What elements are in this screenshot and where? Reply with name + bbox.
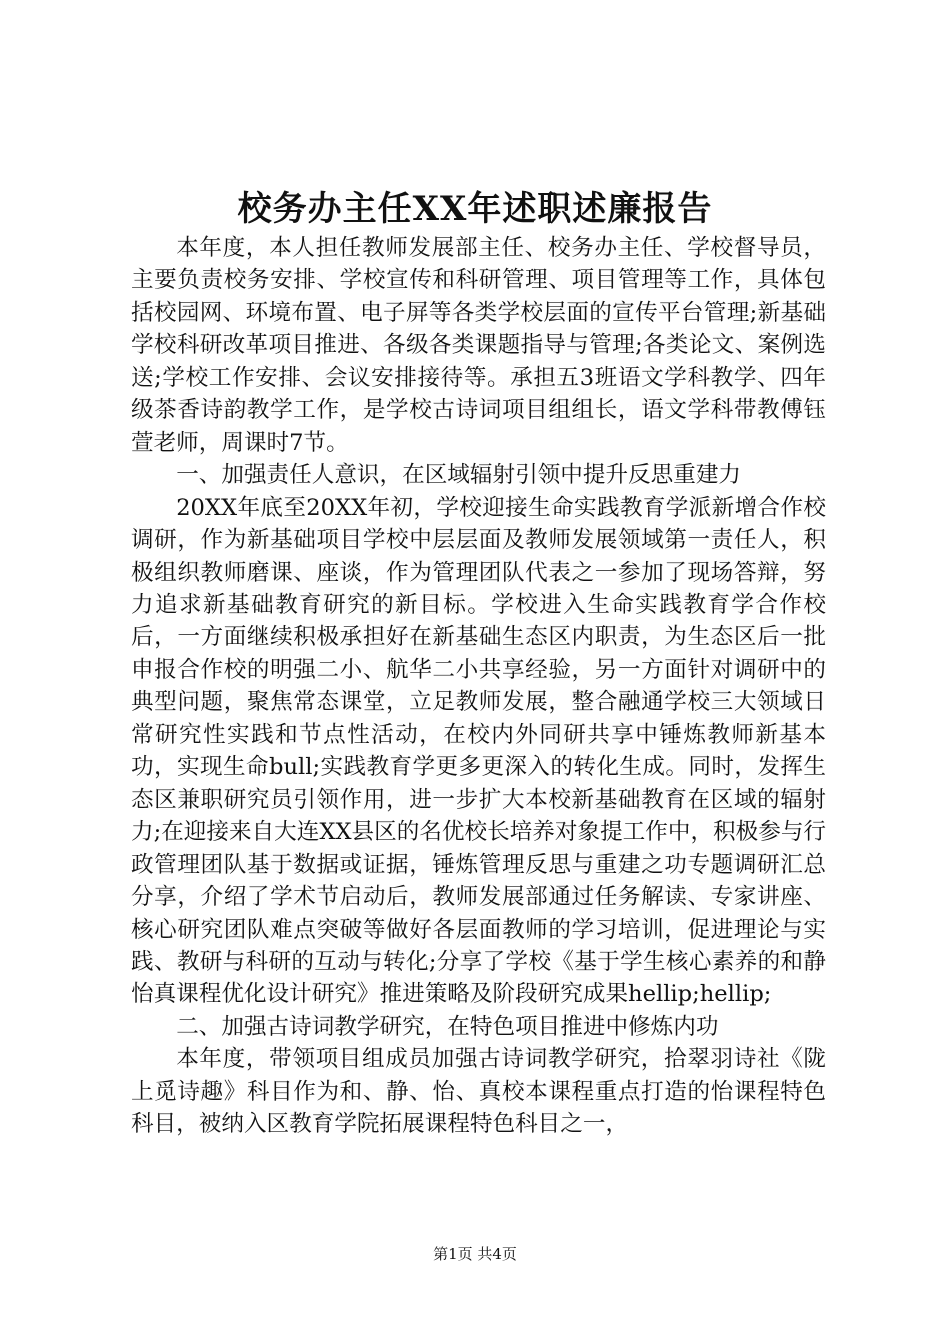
section-1-paragraph: 20XX年底至20XX年初，学校迎接生命实践教育学派新增合作校调研，作为新基础项目学校中层层面及教师发展领域第一责任人，积极组织教师磨课、座谈，作为管理团队代表之一参加了现场答辩，努力追求新基础教育研究的新目标。学校进入生命实践教育学合作校后，一方面继续积极承担好在新基础生态区内职责，为生态区后一批申报合作校的明强二小、航华二小共享经验，另一方面针对调研中的典型问题，聚焦常态课堂，立足教师发展，整合融通学校三大领域日常研究性实践和节点性活动，在校内外同研共享中锤炼教师新基本功，实现生命bull;实践教育学更多更深入的转化生成。同时，发挥生态区兼职研究员引领作用，进一步扩大本校新基础教育在区域的辐射力;在迎接来自大连XX县区的名优校长培养对象提工作中，积极参与行政管理团队基于数据或证据，锤炼管理反思与重建之功专题调研汇总分享，介绍了学术节启动后，教师发展部通过任务解读、专家讲座、核心研究团队难点突破等做好各层面教师的学习培训，促进理论与实践、教研与科研的互动与转化;分享了学校《基于学生核心素养的和静怡真课程优化设计研究》推进策略及阶段研究成果hellip;hellip; bbox=[131, 494, 827, 1008]
section-heading-1: 一、加强责任人意识，在区域辐射引领中提升反思重建力 bbox=[176, 462, 742, 489]
intro-paragraph: 本年度，本人担任教师发展部主任、校务办主任、学校督导员，主要负责校务安排、学校宣传和科研管理、项目管理等工作，具体包括校园网、环境布置、电子屏等各类学校层面的宣传平台管理;新基础学校科研改革项目推进、各级各类课题指导与管理;各类论文、案例选送;学校工作安排、会议安排接待等。承担五3班语文学科教学、四年级茶香诗韵教学工作，是学校古诗词项目组组长，语文学科带教傅钰萱老师，周课时7节。 bbox=[131, 235, 826, 456]
document-title: 校务办主任XX年述职述廉报告 bbox=[237, 189, 713, 229]
section-2-paragraph: 本年度，带领项目组成员加强古诗词教学研究，拾翠羽诗社《陇上觅诗趣》科目作为和、静、怡、真校本课程重点打造的怡课程特色科目，被纳入区教育学院拓展课程特色科目之一， bbox=[131, 1046, 826, 1138]
section-heading-2: 二、加强古诗词教学研究，在特色项目推进中修炼内功 bbox=[176, 1013, 719, 1040]
page-number-footer: 第1页 共4页 bbox=[433, 1245, 517, 1263]
document-body bbox=[131, 232, 826, 1141]
